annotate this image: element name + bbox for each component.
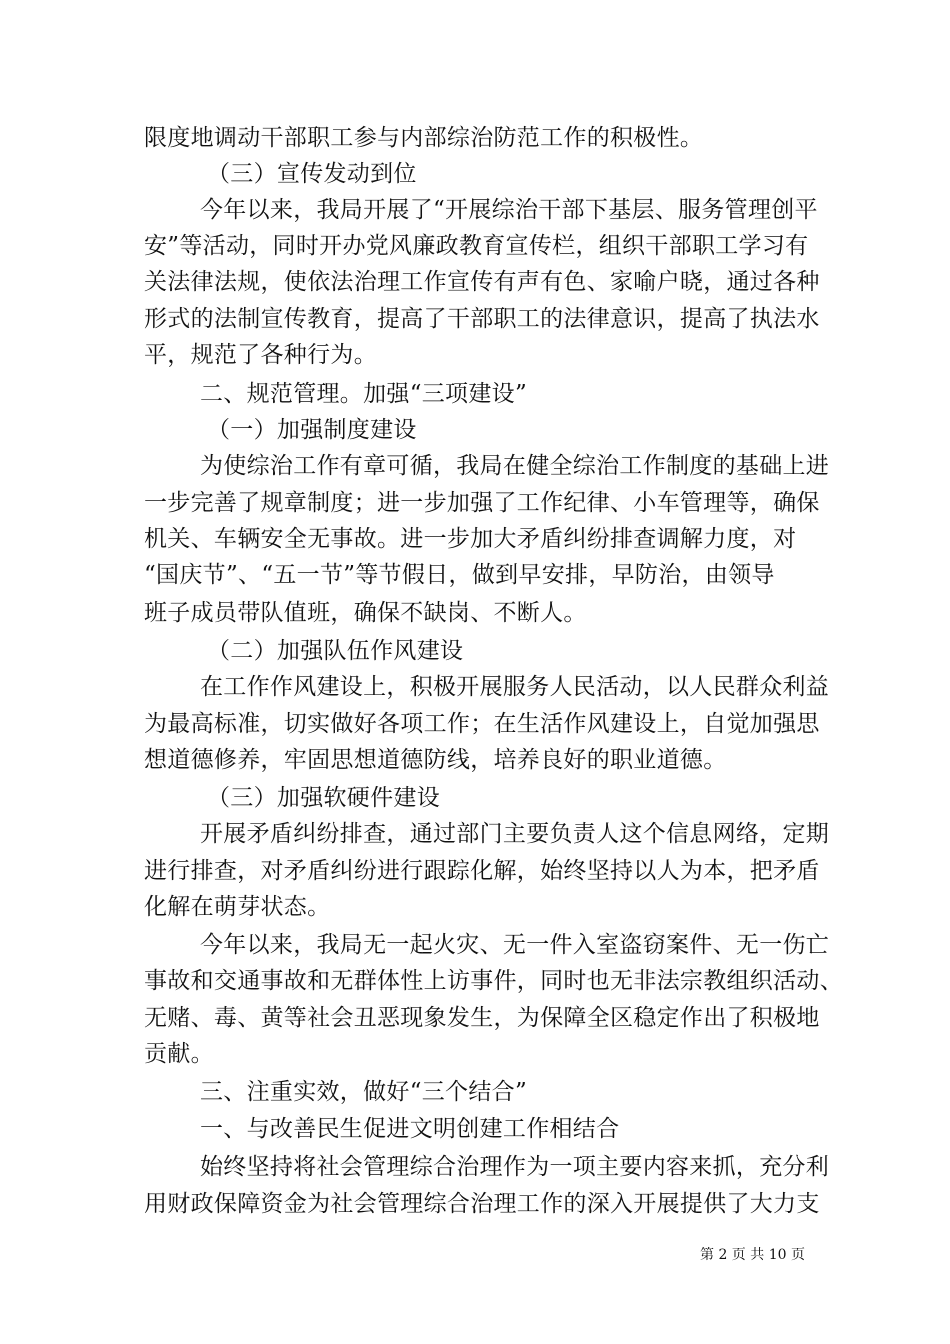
text-line: 一步完善了规章制度；进一步加强了工作纪律、小车管理等，确保 [144, 490, 820, 516]
section-heading: 二、规范管理。加强“三项建设” [200, 381, 528, 407]
section-heading: （三）加强软硬件建设 [207, 785, 440, 811]
section-heading: （一）加强制度建设 [207, 417, 417, 443]
page-number: 第 2 页 共 10 页 [700, 1247, 805, 1263]
paragraph-line: 今年以来，我局开展了“开展综治干部下基层、服务管理创平 [200, 197, 818, 223]
text-line: 用财政保障资金为社会管理综合治理工作的深入开展提供了大力支 [144, 1191, 820, 1217]
text-line: 无赌、毒、黄等社会丑恶现象发生，为保障全区稳定作出了积极地 [144, 1005, 820, 1031]
text-line: 为最高标准，切实做好各项工作；在生活作风建设上，自觉加强思 [144, 711, 820, 737]
text-line: 进行排查，对矛盾纠纷进行跟踪化解，始终坚持以人为本，把矛盾 [144, 858, 820, 884]
text-line: 想道德修养，牢固思想道德防线，培养良好的职业道德。 [144, 747, 727, 773]
paragraph-line: 开展矛盾纠纷排查，通过部门主要负责人这个信息网络，定期 [200, 821, 830, 847]
text-line: 化解在萌芽状态。 [144, 894, 331, 920]
section-heading: （二）加强队伍作风建设 [207, 638, 464, 664]
paragraph-line: 始终坚持将社会管理综合治理作为一项主要内容来抓，充分利 [200, 1154, 830, 1180]
text-line: 关法律法规，使依法治理工作宣传有声有色、家喻户晓，通过各种 [144, 269, 820, 295]
section-heading: （三）宣传发动到位 [207, 161, 417, 187]
text-line: 事故和交通事故和无群体性上访事件，同时也无非法宗教组织活动、 [144, 968, 843, 994]
text-line: 形式的法制宣传教育，提高了干部职工的法律意识，提高了执法水 [144, 306, 820, 332]
text-line: 班子成员带队值班，确保不缺岗、不断人。 [144, 600, 587, 626]
text-line: “国庆节”、“五一节”等节假日，做到早安排，早防治，由领导 [144, 562, 775, 588]
paragraph-line: 为使综治工作有章可循，我局在健全综治工作制度的基础上进 [200, 453, 830, 479]
paragraph-line: 今年以来，我局无一起火灾、无一件入室盗窃案件、无一伤亡 [200, 932, 830, 958]
paragraph-line: 在工作作风建设上，积极开展服务人民活动，以人民群众利益 [200, 674, 830, 700]
section-heading: 一、与改善民生促进文明创建工作相结合 [200, 1116, 620, 1142]
text-line: 机关、车辆安全无事故。进一步加大矛盾纠纷排查调解力度，对 [144, 526, 797, 552]
text-line: 贡献。 [144, 1041, 214, 1067]
section-heading: 三、注重实效，做好“三个结合” [200, 1079, 528, 1105]
text-line: 限度地调动干部职工参与内部综治防范工作的积极性。 [144, 125, 704, 151]
text-line: 平，规范了各种行为。 [144, 342, 377, 368]
text-line: 安”等活动，同时开办党风廉政教育宣传栏，组织干部职工学习有 [144, 233, 809, 259]
